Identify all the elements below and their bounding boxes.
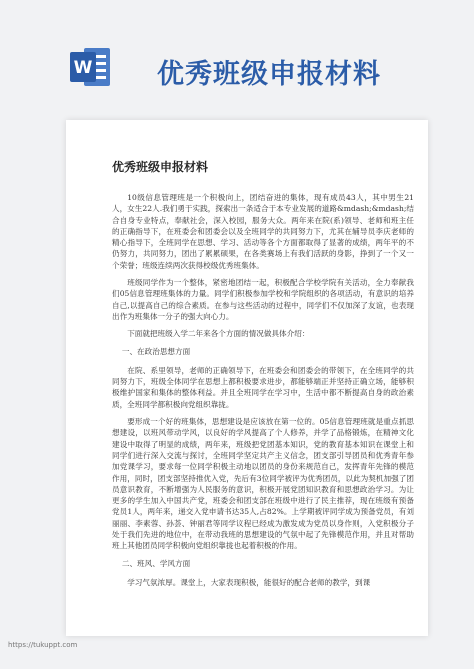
paragraph: 学习气氛浓厚。课堂上，大家表现积极，能很好的配合老师的教学，到课 xyxy=(127,577,371,587)
header-bar xyxy=(0,0,474,110)
word-icon xyxy=(70,44,112,90)
svg-text:W: W xyxy=(73,58,93,78)
document-body xyxy=(112,192,414,594)
section-heading: 一、在政治思想方面 xyxy=(121,346,191,356)
paragraph: 10级信息管理班是一个积极向上，团结奋进的集体，现有成员43人，其中男生21人，女生22人.我们勇于实践，探索出一条适合于本专业发展的道路&mdash;&mdash;结合自身专业特点，奉献社会，深入校园，服务大众。两年来在院(系)领导、老师和班主任的正确指导下，在班委会和团委会以及全班同学的共同努力下，尤其在辅导员李庆老师的精心指导下，全班同学在思想、学习、活动等各个方面都取得了显著的成绩，两年平的不仍努力，共同努力，团出了累累硕果，在各类赛场上有我们活跃的身影，挣到了一个又一个荣誉；班级连续两次获得校级优秀班集体。 xyxy=(112,193,414,270)
paragraph: 下面就把班级入学二年来各个方面的情况做具体介绍： xyxy=(127,329,310,339)
paragraph: 要形成一个好的班集体，思想建设是应该放在第一位的。05信息管理班就是重点抓思想建设，以班风带动学风，以良好的学风提高了个人修养，并学了品格锻炼，在精神文化建设中取得了明显的成绩，两年来，班级把党团基本知识，党的教育基本知识在课堂上和同学们进行深入交流与探讨，全班同学坚定共产主义信念，团支部引导团员和优秀青年参加党课学习，要求每一位同学积极主动地以团员的身份来规范自己，发挥青年先锋的模范作用，同时，团支部坚持推优入党，先后有3位同学被评为优秀团员，以此为契机加强了团员意识教育，不断增强为人民服务的意识，积极开展党团知识教育和思想政治学习。为让更多的学生加入中国共产党，班委会和团支部在班级中进行了民主推荐，现在班级有预备党员1人，两年来，递交入党申请书达35人,占82%。上学期被评同学成为预备党员，有刘丽丽、李素蓉、孙荟、钟丽君等同学议程已经成为激发成为党员以身作则，入党积极分子处于我们先进的地位中，在带动我班的思想建设的气氛中起了先锋模范作用，并且对帮助班上其他团员同学积极向党组织靠拢也起着积极的作用。 xyxy=(112,417,414,551)
footer-url: https://tukuppt.com xyxy=(8,641,78,649)
document-title: 优秀班级申报材料 xyxy=(112,160,209,174)
page-header-title: 优秀班级申报材料 xyxy=(157,59,381,90)
section-heading: 二、班风、学风方面 xyxy=(121,558,191,568)
document-page xyxy=(66,120,428,636)
paragraph: 班级同学作为一个整体，紧密地团结一起，积极配合学校学院有关活动，全力奉献我们05信息管理班集体的力量。同学们积极参加学校和学院组织的各项活动，有意识的培养自己,以提高自己的综合素质。在参与这些活动的过程中，同学们不仅加深了友谊，也表现出作为班集体一分子的强大向心力。 xyxy=(112,278,414,321)
paragraph: 在院、系里领导，老师的正确领导下，在班委会和团委会的带领下，在全班同学的共同努力下，班级全体同学在思想上都积极要求进步，都能够端正并坚持正确立场，能够积极维护国家和集体的整体利益。并且全班同学在学习中，生活中都不断提高自身的政治素质，全班同学都积极向党组织靠拢。 xyxy=(112,365,414,409)
